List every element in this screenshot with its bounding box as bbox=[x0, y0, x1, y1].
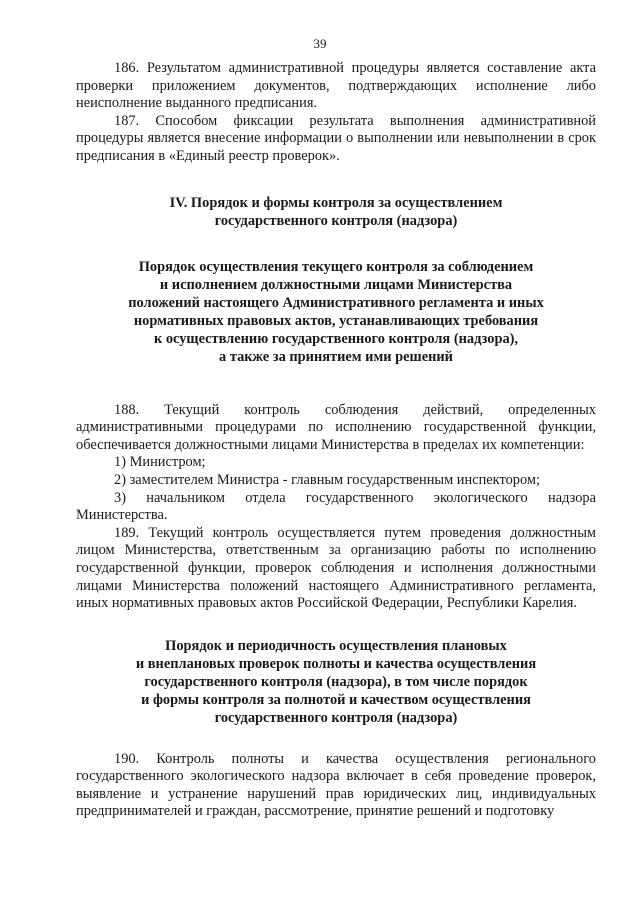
list-item: 2) заместителем Министра - главным государственным инспектором; bbox=[114, 471, 540, 488]
list-item: 3) начальником отдела государственного экологического надзора Министерства. bbox=[76, 489, 596, 524]
page-number: 39 bbox=[313, 36, 327, 51]
paragraph-186: 186. Результатом административной процедуры является составление акта проверки приложением документов, подтверждающих исполнение либо неисполнение выданного предписания. bbox=[76, 60, 596, 112]
paragraph-189: 189. Текущий контроль осуществляется путем проведения должностным лицом Министерства, ответственным за организацию работы по исполнению государственной функции, проверок соблюдения и исполнения должностными лицами Министерства положений настоящего Административного регламента, иных нормативных правовых актов Российской Федерации, Республики Карелия. bbox=[76, 524, 596, 612]
document-body bbox=[76, 60, 596, 821]
paragraph-190: 190. Контроль полноты и качества осуществления регионального государственного экологического надзора включает в себя проведение проверок, выявление и устранение нарушений прав юридических лиц, индивидуальных предпринимателей и граждан, рассмотрение, принятие решений и подготовку bbox=[76, 750, 596, 820]
paragraph-187: 187. Способом фиксации результата выполнения административной процедуры является внесение информации о выполнении или невыполнении в срок предписания в «Единый реестр проверок». bbox=[76, 112, 596, 164]
subheading-current-control: Порядок осуществления текущего контроля за соблюдением и исполнением должностными лицами Министерства положений настоящего Административного регламента и иных нормативных правовых актов, устанавливающих требования к осуществлению государственного контроля (надзора), а также за принятием ими решений bbox=[128, 258, 544, 365]
list-item: 1) Министром; bbox=[114, 454, 206, 471]
section-heading: IV. Порядок и формы контроля за осуществлением государственного контроля (надзора) bbox=[169, 194, 503, 229]
paragraph-188: 188. Текущий контроль соблюдения действий, определенных административными процедурами по исполнению государственной функции, обеспечивается должностными лицами Министерства в пределах их компетенции: bbox=[76, 401, 596, 453]
subheading-inspections: Порядок и периодичность осуществления плановых и внеплановых проверок полноты и качества осуществления государственного контроля (надзора), в том числе порядок и формы контроля за полнотой и качеством осуществления государственного контроля (надзора) bbox=[135, 637, 537, 726]
